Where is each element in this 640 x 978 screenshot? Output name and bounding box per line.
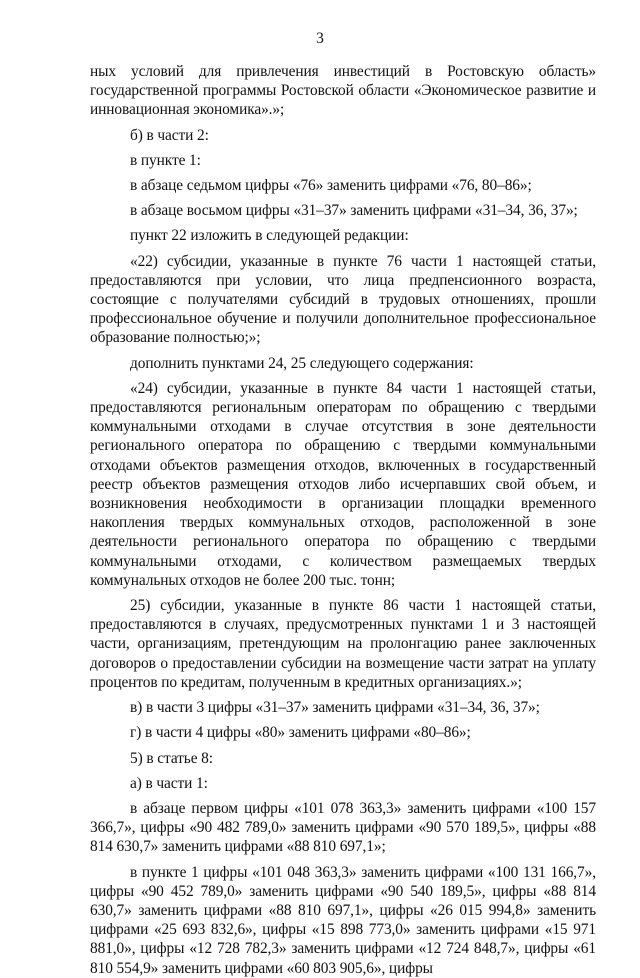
paragraph-article-8: 5) в статье 8:: [130, 749, 213, 767]
paragraph-continuation: ных условий для привлечения инвестиций в Ростовскую область» государственной программы Ростовской области «Экономическое развитие и инновационная экономика».»;: [90, 63, 596, 119]
paragraph-subpoint-g: г) в части 4 цифры «80» заменить цифрами «80–86»;: [130, 724, 471, 742]
paragraph-point-22-text: «22) субсидии, указанные в пункте 76 части 1 настоящей статьи, предоставляются при условии, что лица предпенсионного возраста, состоящие с получателями субсидий в трудовых отношениях, прошли профессиональное обучение и получили дополнительное профессиональное образование полностью;»;: [90, 252, 596, 347]
paragraph-subpoint-v: в) в части 3 цифры «31–37» заменить цифрами «31–34, 36, 37»;: [130, 699, 540, 717]
paragraph-subpoint-a: а) в части 1:: [130, 774, 208, 792]
paragraph-seventh-abzats: в абзаце седьмом цифры «76» заменить цифрами «76, 80–86»;: [130, 177, 532, 195]
paragraph-point-1: в пункте 1:: [130, 151, 201, 169]
paragraph-add-points-intro: дополнить пунктами 24, 25 следующего содержания:: [130, 354, 474, 372]
page-number: 3: [316, 30, 324, 47]
document-body: [90, 62, 596, 978]
paragraph-point-24-text: «24) субсидии, указанные в пункте 84 части 1 настоящей статьи, предоставляются региональным операторам по обращению с твердыми коммунальными отходами в случае отсутствия в зоне деятельности регионального оператора по обращению с твердыми коммунальными отходами объектов размещения отходов, включенных в государственный реестр объектов размещения отходов либо исчерпавших свой объем, и возникновения необходимости в организации площадки временного накопления твердых коммунальных отходов, расположенной в зоне деятельности регионального оператора по обращению с твердыми коммунальными отходами, с количеством размещаемых твердых коммунальных отходов не более 200 тыс. тонн;: [90, 379, 596, 589]
paragraph-point-1-figures: в пункте 1 цифры «101 048 363,3» заменить цифрами «100 131 166,7», цифры «90 452 789,0» заменить цифрами «90 540 189,5», цифры «88 814 630,7» заменить цифрами «88 810 697,1», цифры «26 015 994,8» заменить цифрами «25 693 832,6», цифры «15 898 773,0» заменить цифрами «15 971 881,0», цифры «12 728 782,3» заменить цифрами «12 724 848,7», цифры «61 810 554,9» заменить цифрами «60 803 905,6», цифры: [90, 863, 596, 977]
paragraph-point-25-text: 25) субсидии, указанные в пункте 86 части 1 настоящей статьи, предоставляются в случаях, предусмотренных пунктами 1 и 3 настоящей части, организациям, претендующим на пролонгацию ранее заключенных договоров о предоставлении субсидии на возмещение части затрат на уплату процентов по кредитам, полученным в кредитных организациях.»;: [90, 597, 596, 691]
paragraph-first-abzats-figures: в абзаце первом цифры «101 078 363,3» заменить цифрами «100 157 366,7», цифры «90 482 789,0» заменить цифрами «90 570 189,5», цифры «88 814 630,7» заменить цифрами «88 810 697,1»;: [90, 799, 596, 856]
paragraph-subpoint-b: б) в части 2:: [130, 126, 209, 144]
paragraph-point-22-intro: пункт 22 изложить в следующей редакции:: [130, 227, 409, 245]
paragraph-eighth-abzats: в абзаце восьмом цифры «31–37» заменить цифрами «31–34, 36, 37»;: [130, 202, 578, 220]
